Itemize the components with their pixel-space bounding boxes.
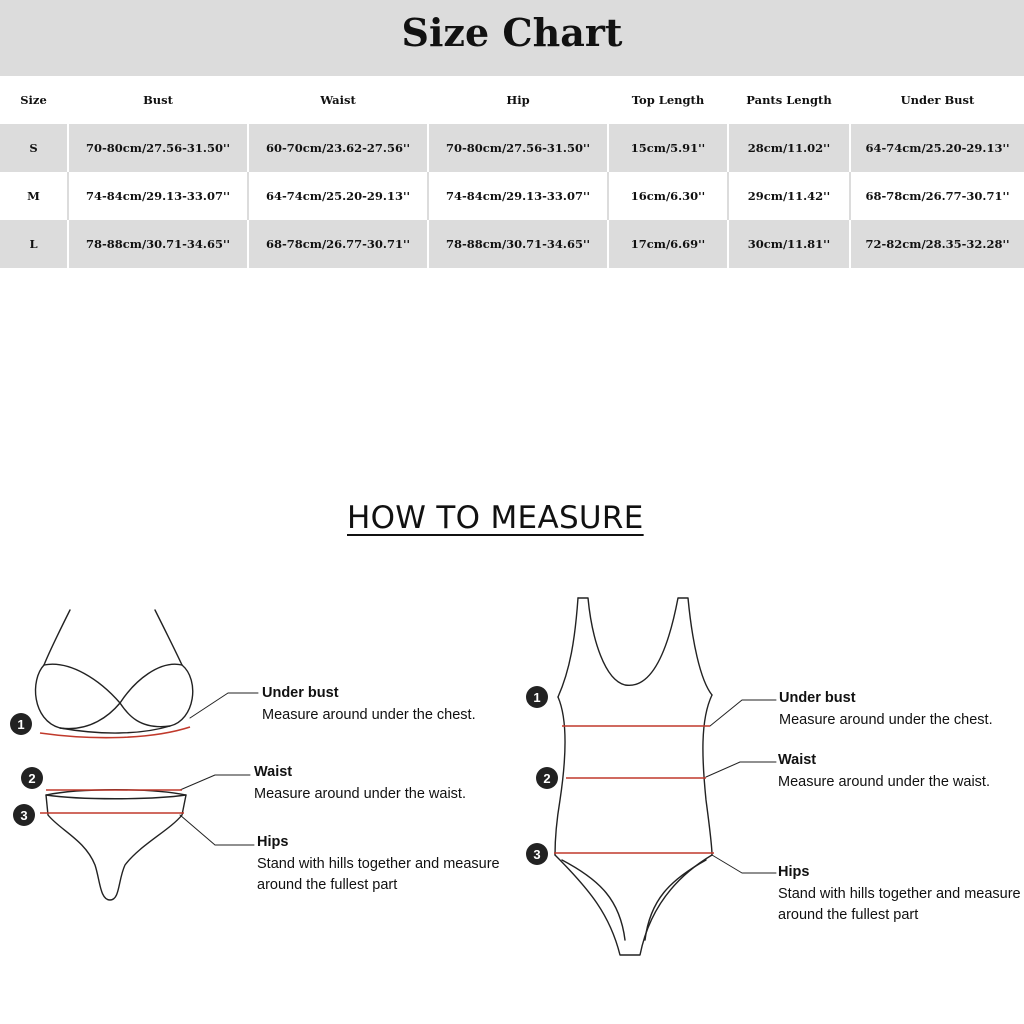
badge-number: 2	[28, 771, 36, 786]
label-title: Hips	[778, 864, 810, 880]
table-cell: M	[0, 172, 68, 220]
bikini-under-bust-label	[262, 685, 476, 726]
bikini-waist-label	[254, 764, 466, 805]
label-desc: around the fullest part	[778, 907, 919, 923]
table-cell: 15cm/5.91''	[608, 124, 728, 172]
table-cell: 64-74cm/25.20-29.13''	[850, 124, 1024, 172]
table-cell: 16cm/6.30''	[608, 172, 728, 220]
label-title: Under bust	[262, 685, 339, 701]
table-cell: 72-82cm/28.35-32.28''	[850, 220, 1024, 268]
header-cell: Waist	[248, 76, 428, 124]
table-cell: 64-74cm/25.20-29.13''	[248, 172, 428, 220]
table-cell: L	[0, 220, 68, 268]
table-cell: 74-84cm/29.13-33.07''	[68, 172, 248, 220]
label-desc: Stand with hills together and measure	[778, 886, 1021, 902]
table-cell: 70-80cm/27.56-31.50''	[68, 124, 248, 172]
label-desc: Measure around under the chest.	[779, 712, 993, 728]
header-cell: Under Bust	[850, 76, 1024, 124]
label-desc: around the fullest part	[257, 877, 398, 893]
table-cell: S	[0, 124, 68, 172]
table-cell: 17cm/6.69''	[608, 220, 728, 268]
label-title: Waist	[254, 764, 293, 780]
table-cell: 74-84cm/29.13-33.07''	[428, 172, 608, 220]
header-cell: Pants Length	[728, 76, 850, 124]
swimsuit-waist-label	[778, 752, 990, 793]
badge-number: 3	[20, 808, 28, 823]
page-title: Size Chart	[401, 10, 623, 55]
how-to-measure-heading: HOW TO MEASURE	[347, 500, 644, 536]
label-desc: Measure around under the waist.	[778, 774, 990, 790]
badge-number: 2	[543, 771, 551, 786]
label-desc: Measure around under the waist.	[254, 786, 466, 802]
table-cell: 28cm/11.02''	[728, 124, 850, 172]
table-cell: 60-70cm/23.62-27.56''	[248, 124, 428, 172]
header-cell: Hip	[428, 76, 608, 124]
label-title: Hips	[257, 834, 289, 850]
header-cell: Bust	[68, 76, 248, 124]
table-cell: 70-80cm/27.56-31.50''	[428, 124, 608, 172]
header-cell: Top Length	[608, 76, 728, 124]
badge-number: 1	[533, 690, 541, 705]
table-cell: 68-78cm/26.77-30.71''	[850, 172, 1024, 220]
table-cell: 68-78cm/26.77-30.71''	[248, 220, 428, 268]
table-cell: 29cm/11.42''	[728, 172, 850, 220]
table-cell: 78-88cm/30.71-34.65''	[428, 220, 608, 268]
swimsuit-hips-label	[778, 864, 1021, 926]
label-title: Under bust	[779, 690, 856, 706]
label-desc: Stand with hills together and measure	[257, 856, 500, 872]
label-desc: Measure around under the chest.	[262, 707, 476, 723]
label-title: Waist	[778, 752, 817, 768]
badge-number: 3	[533, 847, 541, 862]
header-cell: Size	[0, 76, 68, 124]
swimsuit-under-bust-label	[779, 690, 993, 731]
badge-number: 1	[17, 717, 25, 732]
bikini-hips-label	[257, 834, 500, 896]
table-cell: 30cm/11.81''	[728, 220, 850, 268]
table-cell: 78-88cm/30.71-34.65''	[68, 220, 248, 268]
